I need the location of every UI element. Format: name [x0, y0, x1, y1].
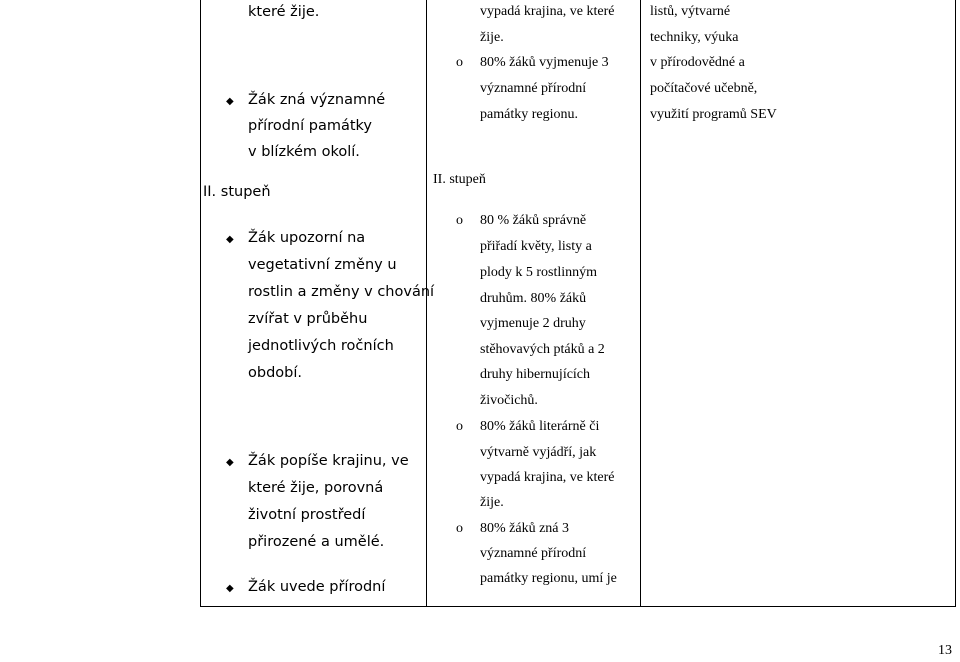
col2-line-3: významné přírodní — [480, 81, 587, 96]
col2-line-2: 80% žáků vyjmenuje 3 — [480, 55, 609, 70]
col1-line-10: období. — [248, 365, 302, 381]
col2-line-19: významné přírodní — [480, 546, 587, 561]
circle-o-bullet-icon: o — [456, 521, 463, 536]
col2-line-6: 80 % žáků správně — [480, 213, 587, 228]
col1-line-2: přírodní památky — [248, 118, 372, 134]
col1-line-7: rostlin a změny v chování — [248, 284, 435, 300]
col2-line-4: památky regionu. — [480, 107, 578, 122]
col1-line-3: v blízkém okolí. — [248, 144, 360, 160]
col2-heading-stupen: II. stupeň — [433, 172, 486, 187]
col1-line-15: Žák uvede přírodní — [248, 579, 386, 595]
col1-line-0: které žije. — [248, 4, 320, 20]
col2-line-16: vypadá krajina, ve které — [480, 470, 615, 485]
col1-line-1: Žák zná významné — [248, 92, 386, 108]
circle-o-bullet-icon: o — [456, 213, 463, 228]
col1-line-9: jednotlivých ročních — [248, 338, 394, 354]
col2-line-11: stěhovavých ptáků a 2 — [480, 342, 605, 357]
col2-line-14: 80% žáků literárně či — [480, 419, 600, 434]
col2-line-9: druhům. 80% žáků — [480, 291, 587, 306]
col1-heading-stupen: II. stupeň — [203, 184, 271, 200]
col2-line-13: živočichů. — [480, 393, 538, 408]
col3-line-0: listů, výtvarné — [650, 4, 731, 19]
col1-line-14: přirozené a umělé. — [248, 534, 385, 550]
table-divider-1 — [426, 0, 427, 607]
col2-line-20: památky regionu, umí je — [480, 571, 617, 586]
col1-line-8: zvířat v průběhu — [248, 311, 368, 327]
col3-line-3: počítačové učebně, — [650, 81, 758, 96]
diamond-bullet-icon: ◆ — [226, 457, 234, 468]
col1-line-11: Žák popíše krajinu, ve — [248, 453, 409, 469]
col1-line-5: Žák upozorní na — [248, 230, 366, 246]
col1-line-6: vegetativní změny u — [248, 257, 397, 273]
col2-line-10: vyjmenuje 2 druhy — [480, 316, 586, 331]
col2-line-18: 80% žáků zná 3 — [480, 521, 570, 536]
circle-o-bullet-icon: o — [456, 419, 463, 434]
col3-line-4: využití programů SEV — [650, 107, 777, 122]
col2-line-1: žije. — [480, 30, 504, 45]
col2-line-8: plody k 5 rostlinným — [480, 265, 598, 280]
diamond-bullet-icon: ◆ — [226, 583, 234, 594]
col2-line-7: přiřadí květy, listy a — [480, 239, 592, 254]
col2-line-0: vypadá krajina, ve které — [480, 4, 615, 19]
diamond-bullet-icon: ◆ — [226, 234, 234, 245]
col3-line-1: techniky, výuka — [650, 30, 739, 45]
diamond-bullet-icon: ◆ — [226, 96, 234, 107]
col3-line-2: v přírodovědné a — [650, 55, 745, 70]
col1-line-13: životní prostředí — [248, 507, 366, 523]
table-divider-2 — [640, 0, 641, 607]
page-number: 13 — [938, 643, 952, 658]
circle-o-bullet-icon: o — [456, 55, 463, 70]
col2-line-17: žije. — [480, 495, 504, 510]
col2-line-15: výtvarně vyjádří, jak — [480, 445, 597, 460]
col2-line-12: druhy hibernujících — [480, 367, 591, 382]
col1-line-12: které žije, porovná — [248, 480, 384, 496]
